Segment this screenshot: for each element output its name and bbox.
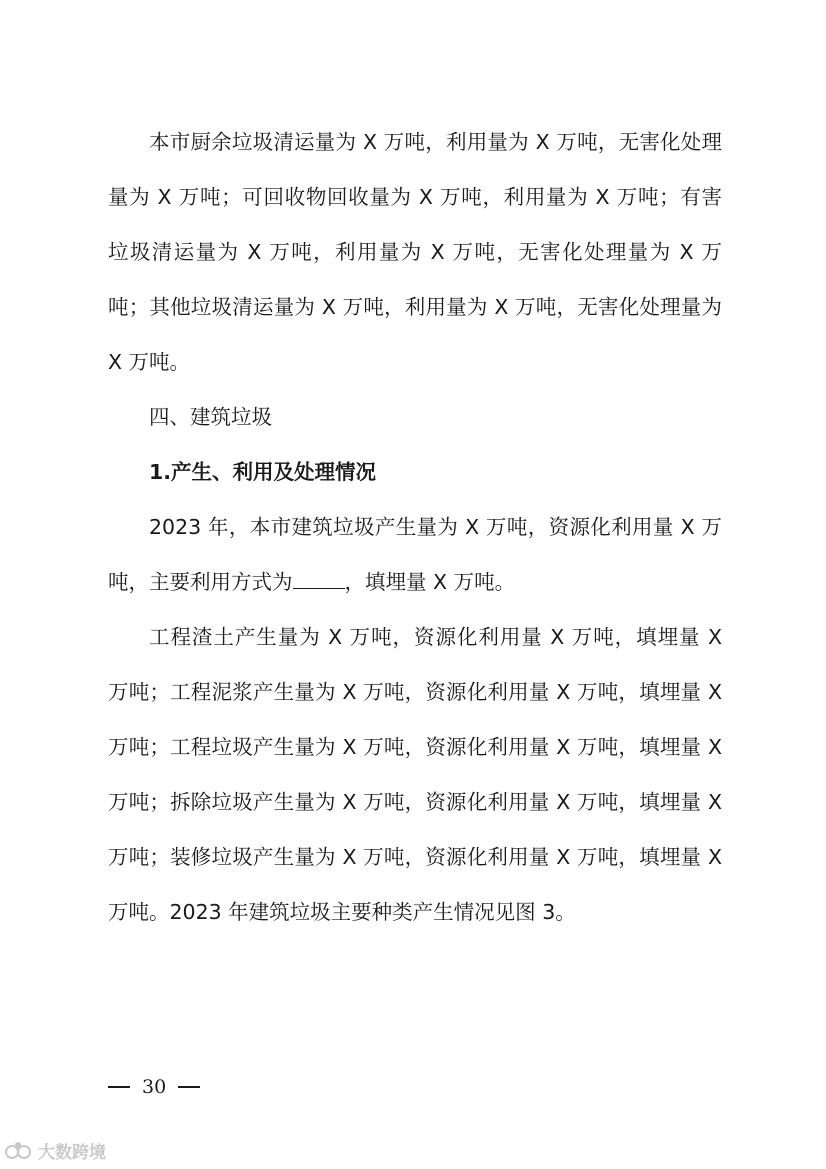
section-heading: 四、建筑垃圾	[149, 405, 272, 429]
watermark	[4, 1138, 106, 1163]
sub-heading: 1.产生、利用及处理情况	[149, 460, 377, 484]
logo-icon	[4, 1140, 34, 1162]
paragraph-construction-waste-summary	[108, 500, 722, 610]
paragraph-text-after-blank: ，填埋量 X 万吨。	[344, 570, 516, 594]
paragraph-text-before-blank: 2023 年，本市建筑垃圾产生量为 X 万吨，资源化利用量 X 万吨，主要利用方式为	[108, 515, 722, 594]
paragraph-construction-waste-types: 工程渣土产生量为 X 万吨，资源化利用量 X 万吨，填埋量 X 万吨；工程泥浆产生量为 X 万吨，资源化利用量 X 万吨，填埋量 X 万吨；工程垃圾产生量为 X 万吨，资源化利用量 X 万吨，填埋量 X 万吨；拆除垃圾产生量为 X 万吨，资源化利用量 X 万吨，填埋量 X 万吨；装修垃圾产生量为 X 万吨，资源化利用量 X 万吨，填埋量 X 万吨。2023 年建筑垃圾主要种类产生情况见图 3。	[108, 625, 722, 924]
page-body	[108, 115, 722, 940]
dash-right	[178, 1086, 200, 1088]
page-number: 30	[142, 1076, 167, 1098]
paragraph-household-waste: 本市厨余垃圾清运量为 X 万吨，利用量为 X 万吨，无害化处理量为 X 万吨；可回收物回收量为 X 万吨，利用量为 X 万吨；有害垃圾清运量为 X 万吨，利用量为 X 万吨，无害化处理量为 X 万吨；其他垃圾清运量为 X 万吨，利用量为 X 万吨，无害化处理量为 X 万吨。	[108, 130, 722, 374]
watermark-text: 大数跨境	[38, 1143, 106, 1163]
fill-in-blank	[293, 572, 345, 589]
page-footer	[108, 1076, 200, 1098]
dash-left	[108, 1086, 130, 1088]
